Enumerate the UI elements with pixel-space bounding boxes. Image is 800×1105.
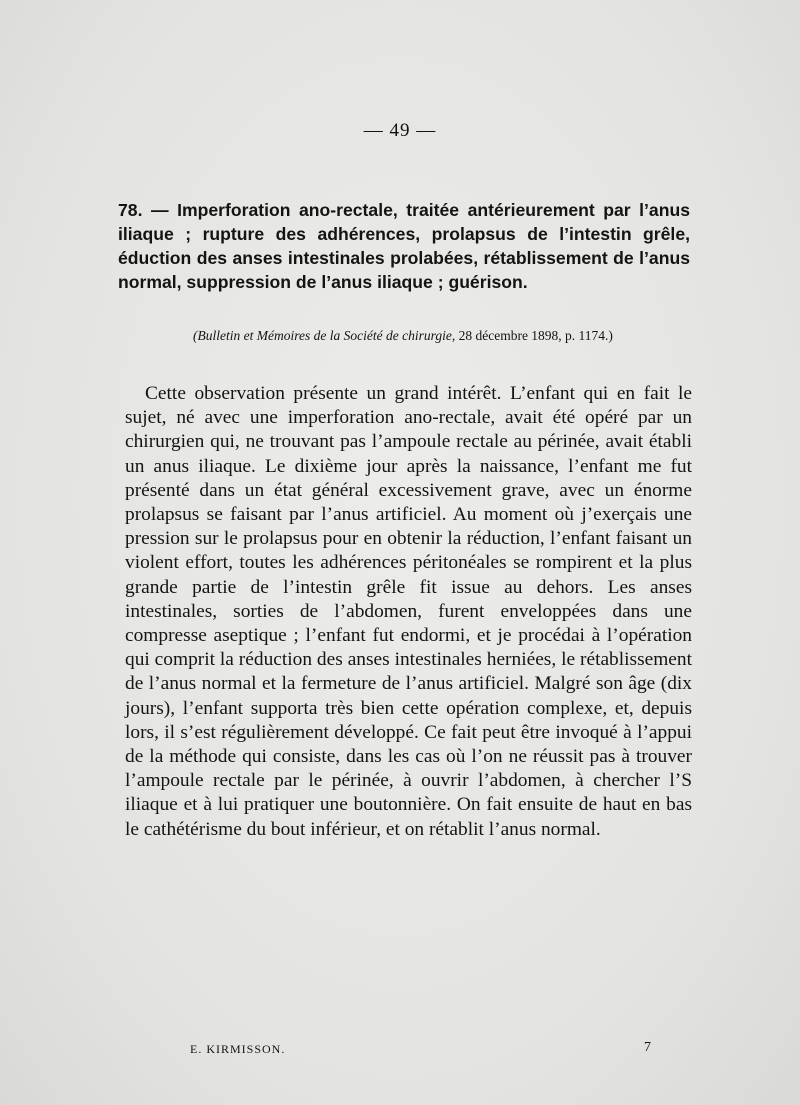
page-number: — 49 — [363, 120, 437, 141]
article-body: Cette observation présente un grand intérêt. L’enfant qui en fait le sujet, né avec une imperforation ano-rectale, avait été opéré par un chirurgien qui, ne trouvant pas l’ampoule rectale au périnée, avait établi un anus iliaque. Le dixième jour après la naissance, l’enfant me fut présenté dans un état général excessivement grave, avec un énorme prolapsus se faisant par l’anus artificiel. Au moment où j’exerçais une pression sur le prolapsus pour en obtenir la réduction, l’enfant faisant un violent effort, toutes les adhérences péritonéales se rompirent et la plus grande partie de l’intestin grêle fit issue au dehors. Les anses intestinales, sorties de l’abdomen, furent enveloppées dans une compresse aseptique ; l’enfant fut endormi, et je procédai à l’opération qui comprit la réduction des anses intestinales herniées, le rétablissement de l’anus normal et la fermeture de l’anus artificiel. Malgré son âge (dix jours), l’enfant supporta très bien cette opération complexe, et, depuis lors, il s’est régulièrement développé. Ce fait peut être invoqué à l’appui de la méthode qui consiste, dans les cas où l’on ne réussit pas à trouver l’ampoule rectale par le périnée, à ouvrir l’abdomen, à chercher l’S iliaque et à lui pratiquer une boutonnière. On fait ensuite de haut en bas le cathétérisme du bout inférieur, et on rétablit l’anus normal. [125, 383, 692, 840]
citation-details: 28 décembre 1898, p. 1174.) [458, 328, 613, 343]
citation [118, 327, 688, 345]
article-title: 78. — Imperforation ano-rectale, traitée antérieurement par l’anus iliaque ; rupture des adhérences, prolapsus de l’intestin grêle, éduction des anses intestinales prolabées, rétablissement de l’anus normal, suppression de l’anus iliaque ; guérison. [118, 200, 690, 292]
citation-source: (Bulletin et Mémoires de la Société de chirurgie, [193, 328, 456, 343]
footer-author: E. KIRMISSON. [190, 1042, 286, 1056]
signature-mark: 7 [644, 1040, 651, 1055]
